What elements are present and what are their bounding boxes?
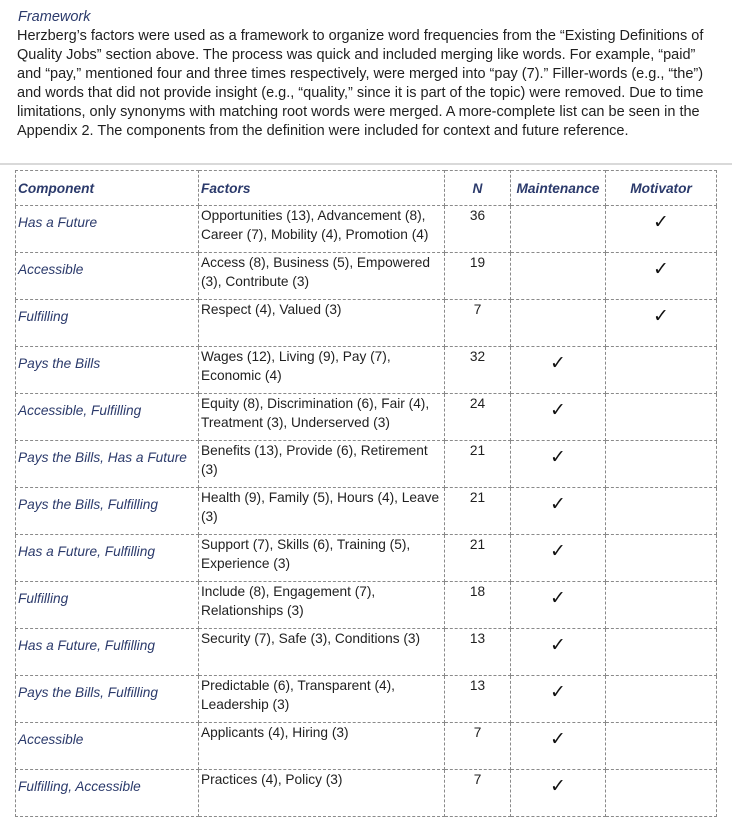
motivator-cell <box>606 723 717 770</box>
divider <box>0 163 732 165</box>
factors-cell: Benefits (13), Provide (6), Retirement (3) <box>199 441 445 488</box>
header-maintenance: Maintenance <box>511 171 606 206</box>
component-cell: Accessible, Fulfilling <box>16 394 199 441</box>
motivator-cell <box>606 347 717 394</box>
n-cell: 7 <box>445 723 511 770</box>
table-row <box>16 723 717 770</box>
maintenance-cell: ✓ <box>511 488 606 535</box>
section-paragraph: Herzberg’s factors were used as a framework to organize word frequencies from the “Existing Definitions of Quality Jobs” section above. The process was quick and included merging like words. For example, “paid” and “pay,” mentioned four and three times respectively, were merged into “pay (7).” Filler-words (e.g., “the”) and words that did not provide insight (e.g., “quality,” since it is part of the topic) were removed. Due to time limitations, only synonyms with matching root words were merged. A more-complete list can be seen in the Appendix 2. The components from the definition were included for context and future reference. <box>17 28 704 139</box>
component-cell: Fulfilling, Accessible <box>16 770 199 817</box>
factors-cell: Practices (4), Policy (3) <box>199 770 445 817</box>
component-cell: Pays the Bills, Has a Future <box>16 441 199 488</box>
n-cell: 36 <box>445 206 511 253</box>
maintenance-cell <box>511 300 606 347</box>
header-factors: Factors <box>199 171 445 206</box>
maintenance-cell: ✓ <box>511 723 606 770</box>
motivator-cell: ✓ <box>606 253 717 300</box>
motivator-cell <box>606 770 717 817</box>
header-motivator: Motivator <box>606 171 717 206</box>
table-row <box>16 441 717 488</box>
section-heading: Framework <box>18 9 91 25</box>
motivator-cell <box>606 441 717 488</box>
factors-cell: Support (7), Skills (6), Training (5), Experience (3) <box>199 535 445 582</box>
motivator-cell <box>606 488 717 535</box>
table-row <box>16 629 717 676</box>
table-row <box>16 347 717 394</box>
maintenance-cell: ✓ <box>511 582 606 629</box>
component-cell: Fulfilling <box>16 300 199 347</box>
motivator-cell <box>606 535 717 582</box>
n-cell: 13 <box>445 676 511 723</box>
maintenance-cell: ✓ <box>511 347 606 394</box>
header-component: Component <box>16 171 199 206</box>
component-cell: Pays the Bills <box>16 347 199 394</box>
table-row <box>16 300 717 347</box>
n-cell: 21 <box>445 441 511 488</box>
component-cell: Accessible <box>16 723 199 770</box>
motivator-cell <box>606 629 717 676</box>
factors-cell: Wages (12), Living (9), Pay (7), Economic (4) <box>199 347 445 394</box>
table-row <box>16 582 717 629</box>
maintenance-cell: ✓ <box>511 629 606 676</box>
motivator-cell: ✓ <box>606 206 717 253</box>
table-row <box>16 253 717 300</box>
factors-cell: Health (9), Family (5), Hours (4), Leave (3) <box>199 488 445 535</box>
component-cell: Accessible <box>16 253 199 300</box>
maintenance-cell: ✓ <box>511 770 606 817</box>
table-row <box>16 770 717 817</box>
n-cell: 7 <box>445 300 511 347</box>
factors-cell: Respect (4), Valued (3) <box>199 300 445 347</box>
table-row <box>16 206 717 253</box>
factors-cell: Equity (8), Discrimination (6), Fair (4), Treatment (3), Underserved (3) <box>199 394 445 441</box>
component-cell: Fulfilling <box>16 582 199 629</box>
factors-cell: Access (8), Business (5), Empowered (3), Contribute (3) <box>199 253 445 300</box>
n-cell: 21 <box>445 488 511 535</box>
motivator-cell <box>606 676 717 723</box>
maintenance-cell <box>511 253 606 300</box>
motivator-cell: ✓ <box>606 300 717 347</box>
maintenance-cell: ✓ <box>511 535 606 582</box>
n-cell: 19 <box>445 253 511 300</box>
n-cell: 13 <box>445 629 511 676</box>
n-cell: 7 <box>445 770 511 817</box>
table-row <box>16 535 717 582</box>
n-cell: 24 <box>445 394 511 441</box>
factors-cell: Opportunities (13), Advancement (8), Career (7), Mobility (4), Promotion (4) <box>199 206 445 253</box>
table-header-row <box>16 171 717 206</box>
maintenance-cell: ✓ <box>511 441 606 488</box>
factors-table <box>15 170 717 817</box>
motivator-cell <box>606 394 717 441</box>
table-row <box>16 394 717 441</box>
component-cell: Pays the Bills, Fulfilling <box>16 488 199 535</box>
table-row <box>16 676 717 723</box>
factors-cell: Predictable (6), Transparent (4), Leadership (3) <box>199 676 445 723</box>
maintenance-cell: ✓ <box>511 676 606 723</box>
table-row <box>16 488 717 535</box>
maintenance-cell <box>511 206 606 253</box>
n-cell: 32 <box>445 347 511 394</box>
header-n: N <box>445 171 511 206</box>
component-cell: Has a Future, Fulfilling <box>16 629 199 676</box>
n-cell: 21 <box>445 535 511 582</box>
maintenance-cell: ✓ <box>511 394 606 441</box>
factors-cell: Applicants (4), Hiring (3) <box>199 723 445 770</box>
component-cell: Has a Future <box>16 206 199 253</box>
component-cell: Pays the Bills, Fulfilling <box>16 676 199 723</box>
factors-cell: Include (8), Engagement (7), Relationships (3) <box>199 582 445 629</box>
n-cell: 18 <box>445 582 511 629</box>
factors-cell: Security (7), Safe (3), Conditions (3) <box>199 629 445 676</box>
motivator-cell <box>606 582 717 629</box>
component-cell: Has a Future, Fulfilling <box>16 535 199 582</box>
